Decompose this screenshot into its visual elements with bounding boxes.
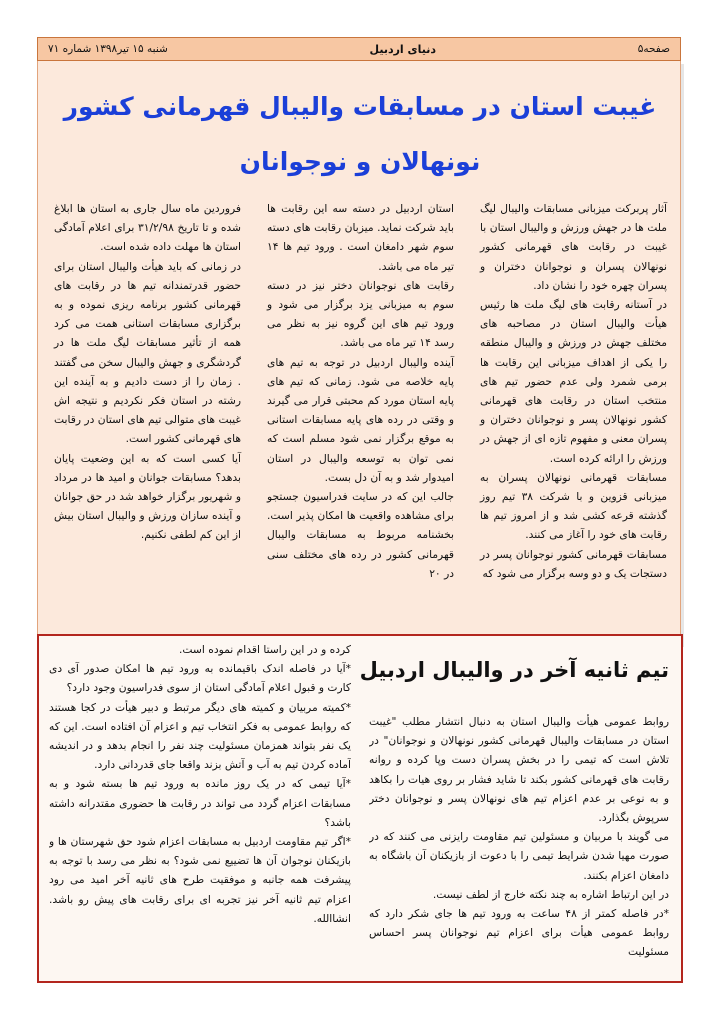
page-header-strip bbox=[37, 37, 681, 61]
paragraph: می گویند با مربیان و مسئولین تیم مقاومت رایزنی می کنند که در صورت مهیا شدن شرایط تیمی را با دعوت از بازیکنان آن باشگاه به دامغان اعزام بکنند. bbox=[369, 830, 669, 882]
article-column-1 bbox=[467, 199, 680, 639]
paragraph: آیا کسی است که به این وضعیت پایان بدهد؟ مسابقات جوانان و امید ها در مرداد و شهریور برگزار خواهد شد در حق جوانان و آینده سازان ورزش و والیبال استان بیش از این کم لطفی نکنیم. bbox=[54, 451, 241, 542]
main-headline-line2: نونهالان و نوجوانان bbox=[239, 147, 481, 176]
paragraph: *آیا در فاصله اندک باقیمانده به ورود تیم ها امکان صدور آی دی کارت و قبول اعلام آمادگی استان از سوی فدراسیون وجود دارد؟ bbox=[49, 662, 351, 695]
paragraph: در آستانه رقابت های لیگ ملت ها رئیس هیأت والیبال استان در مصاحبه های مختلف جهش در ورزش و والیبال منطقه را یکی از اهداف میزبانی این رقابت ها برمی شمرد ولی عدم حضور تیم های منتخب استان در رقابت های قهرمانی کشور نونهالان پسر و نوجوانان دختران و پسران معنی و مفهوم تازه ای از جهش در ورزش را ارائه کرده است. bbox=[480, 298, 667, 465]
second-article-box bbox=[37, 634, 683, 983]
paragraph: کرده و در این راستا اقدام نموده است. bbox=[179, 643, 351, 656]
paragraph: روابط عمومی هیأت والیبال استان به دنبال انتشار مطلب "غیبت استان در مسابقات والیبال قهرمانی کشور نونهالان و نوجوانان" در تلاش است که تیمی را در بخش پسران دست وپا کرده و روانه رقابت های قهرمانی کشور بکند تا شاید فشار بر روی هیات را بکاهد و به نوعی بر عدم اعزام تیم های نونهالان پسر و نوجوانان دختر سرپوش بگذارد. bbox=[369, 715, 669, 825]
paragraph: *در فاصله کمتر از ۴۸ ساعت به ورود تیم ها جای شکر دارد که روابط عمومی هیأت برای اعزام تیم نوجوانان پسر احساس مسئولیت bbox=[369, 907, 669, 959]
paragraph: در این ارتباط اشاره به چند نکته خارج از لطف نیست. bbox=[432, 887, 669, 901]
main-headline bbox=[38, 79, 682, 189]
paragraph: فروردین ماه سال جاری به استان ها ابلاغ شده و تا تاریخ ۳۱/۲/۹۸ برای اعلام آمادگی استان ها مهلت داده شده است. bbox=[54, 202, 241, 254]
publication-name: دنیای اردبیل bbox=[369, 42, 437, 56]
paragraph: آثار پربرکت میزبانی مسابقات والیبال لیگ ملت ها در جهش ورزش و والیبال استان با غیبت در رقابت های قهرمانی کشور نونهالان پسران و نوجوانان دختران و پسران چهره خود را نشان داد. bbox=[480, 202, 667, 292]
article-column-2 bbox=[254, 199, 467, 639]
article-column-3 bbox=[41, 199, 254, 639]
paragraph: مسابقات قهرمانی کشور نوجوانان پسر در دستجات یک و دو وسه برگزار می شود که bbox=[480, 547, 667, 580]
second-headline: تیم ثانیه آخر در والیبال اردبیل bbox=[359, 658, 669, 682]
issue-info: شنبه ۱۵ تیر۱۳۹۸ شماره ۷۱ bbox=[48, 43, 168, 55]
paragraph: *آیا تیمی که در یک روز مانده به ورود تیم ها بسته شود و به مسابقات اعزام گردد می تواند در رقابت ها حضوری مقتدرانه داشته باشد؟ bbox=[49, 777, 351, 829]
paragraph: *اگر تیم مقاومت اردبیل به مسابقات اعزام شود حق شهرستان ها و بازیکنان نوجوان آن ها تضییع نمی شود؟ به نظر می رسد با توجه به پیشرفت همه جانبه و موفقیت طرح های ثانیه آخر امید می رود اعزام تیم ثانیه آخر نیز تجربه ای برای رقابت های پیش رو باشد. انشاالله. bbox=[49, 835, 351, 925]
paragraph: آینده والیبال اردبیل در توجه به تیم های پایه خلاصه می شود. زمانی که تیم های پایه استان مورد کم محبتی قرار می گیرند و وقتی در رده های پایه مسابقات استانی به موقع برگزار نمی شود مسلم است که نمی توان به توسعه والیبال در استان امیدوار شد و به آن دل بست. bbox=[267, 355, 454, 484]
second-article-left-column bbox=[49, 640, 351, 980]
paragraph: استان اردبیل در دسته سه این رقابت ها باید شرکت نماید. میزبان رقابت های دسته سوم شهر دامغان است . ورود تیم ها ۱۴ تیر ماه می باشد. bbox=[267, 202, 454, 273]
second-article-right-column bbox=[369, 712, 669, 980]
newspaper-page bbox=[37, 37, 681, 983]
page-number: صفحه۵ bbox=[637, 43, 670, 55]
paragraph: جالب این که در سایت فدراسیون جستجو برای مشاهده واقعیت ها امکان پذیر است. بخشنامه مربوط به مسابقات والیبال قهرمانی کشور در رده های مختلف سنی در ۲۰ bbox=[267, 490, 454, 580]
main-article bbox=[37, 61, 681, 644]
main-headline-line1: غیبت استان در مسابقات والیبال قهرمانی کشور bbox=[63, 92, 657, 121]
paragraph: *کمیته مربیان و کمیته های دیگر مرتبط و دبیر هیأت در کجا هستند که روابط عمومی به فکر انتخاب تیم و اعزام آن افتاده است. این که یک نفر بتواند همزمان مسئولیت چند نفر را انجام بدهد و در اندیشه آماده کردن تیم به آب و آتش بزند واقعا جای قدردانی دارد. bbox=[49, 700, 351, 772]
paragraph: مسابقات قهرمانی نونهالان پسران به میزبانی قزوین و با شرکت ۳۸ تیم روز گذشته قرعه کشی شد و از امروز تیم ها رقابت های خود را آغاز می کنند. bbox=[480, 470, 667, 542]
paragraph: در زمانی که باید هیأت والیبال استان برای حضور قدرتمندانه تیم ها در رقابت های قهرمانی کشور برنامه ریزی نموده و به برگزاری مسابقات استانی همت می کرد همه از تأثیر مسابقات لیگ ملت ها در گردشگری و جهش والیبال سخن می گفتند . زمان را از دست دادیم و به آینده این رشته در استان فکر نکردیم و نتیجه اش غیبت های متوالی تیم های استان در رقابت های قهرمانی کشور است. bbox=[54, 259, 241, 446]
paragraph: رقابت های نوجوانان دختر نیز در دسته سوم به میزبانی یزد برگزار می شود و ورود تیم های این گروه نیز به نظر می رسد ۱۴ تیر ماه می باشد. bbox=[267, 278, 454, 350]
article-columns bbox=[40, 199, 680, 639]
